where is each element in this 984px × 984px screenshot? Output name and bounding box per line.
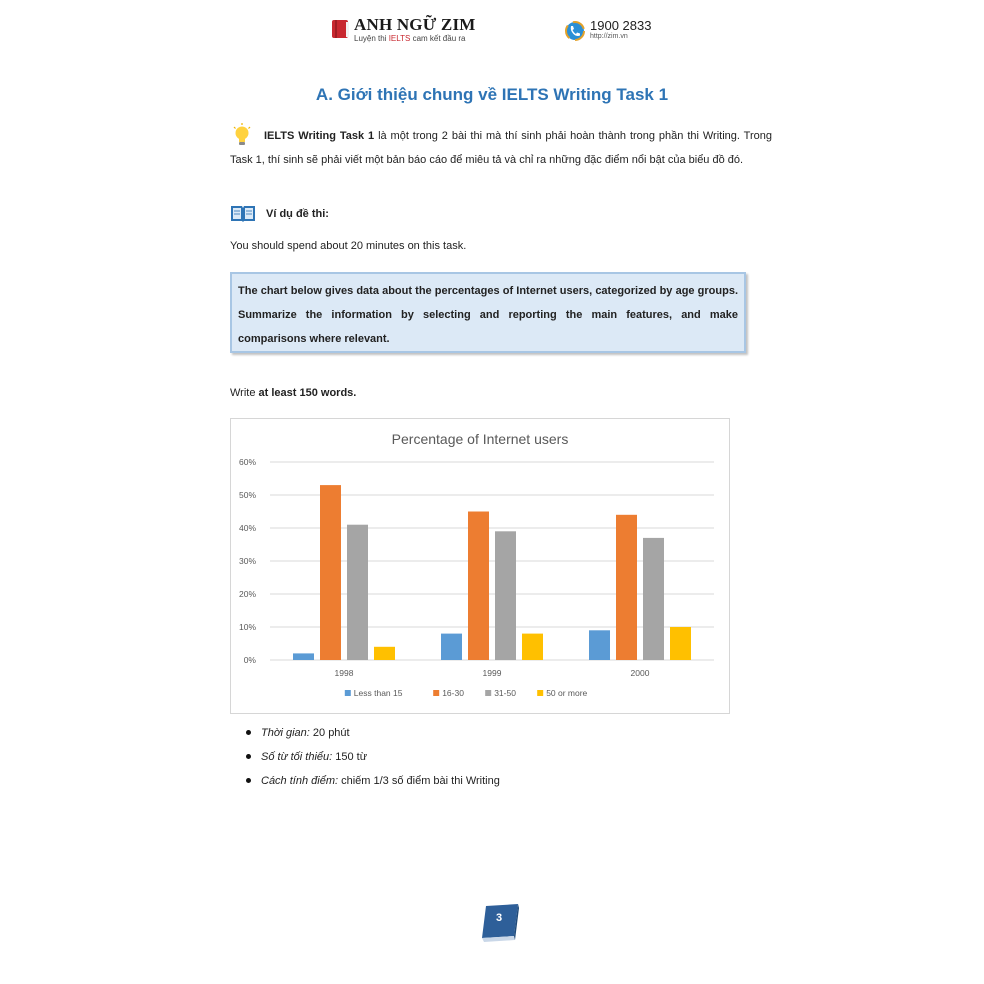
legend-swatch [537,690,543,696]
bar [643,538,664,660]
x-tick-label: 2000 [630,668,650,678]
y-tick-label: 10% [238,622,256,632]
bar [441,634,462,660]
task-instruction: You should spend about 20 minutes on this task. [230,240,467,252]
example-label: Ví dụ đề thi: [266,208,329,220]
legend-swatch [345,690,351,696]
bullet-icon [246,778,251,783]
legend-label: 50 or more [546,688,588,698]
bar [522,634,543,660]
brand-tagline: Luyện thi IELTS cam kết đầu ra [354,34,466,43]
x-tick-label: 1999 [482,668,502,678]
bar [670,627,691,660]
x-tick-label: 1998 [334,668,354,678]
bar [347,525,368,660]
list-item: Cách tính điểm: chiếm 1/3 số điểm bài thi Writing [246,773,500,797]
phone-icon [564,20,586,42]
brand-name: ANH NGỮ ZIM [354,15,476,34]
y-tick-label: 40% [238,523,256,533]
legend-label: 31-50 [494,688,516,698]
bar [374,647,395,660]
list-item: Thời gian: 20 phút [246,725,500,749]
y-tick-label: 30% [238,556,256,566]
open-book-icon [230,203,256,223]
word-requirement: Write at least 150 words. [230,387,357,399]
bar [616,515,637,660]
legend-swatch [485,690,491,696]
legend-label: Less than 15 [353,688,403,698]
bar [293,653,314,660]
legend-swatch [433,690,439,696]
bar [495,531,516,660]
bar [320,485,341,660]
page-number: 3 [495,912,503,924]
bullet-icon [246,754,251,759]
y-tick-label: 60% [238,457,256,467]
y-tick-label: 0% [243,655,256,665]
task-prompt-box: The chart below gives data about the percentages of Internet users, categorized by age groups. Summarize the information by selecting and reporting the main features, and make comparisons where relevant. [230,272,746,353]
hotline-number: 1900 2833 [590,18,652,33]
bar [468,512,489,661]
section-heading: A. Giới thiệu chung về IELTS Writing Task 1 [315,85,669,104]
exam-info-list [246,725,500,797]
y-tick-label: 50% [238,490,256,500]
intro-paragraph: IELTS Writing Task 1 là một trong 2 bài thi mà thí sinh phải hoàn thành trong phần thi Writing. Trong Task 1, thí sinh sẽ phải viết một bản báo cáo để miêu tả và chỉ ra những đặc điểm nổi bật của biểu đồ đó. [230,130,772,166]
brand-logo-icon [330,18,352,40]
y-tick-label: 20% [238,589,256,599]
bar-chart [230,418,730,714]
chart-title: Percentage of Internet users [391,431,569,447]
list-item: Số từ tối thiểu: 150 từ [246,749,500,773]
bar [589,630,610,660]
website-url[interactable]: http://zim.vn [590,33,628,40]
legend-label: 16-30 [442,688,464,698]
bullet-icon [246,730,251,735]
